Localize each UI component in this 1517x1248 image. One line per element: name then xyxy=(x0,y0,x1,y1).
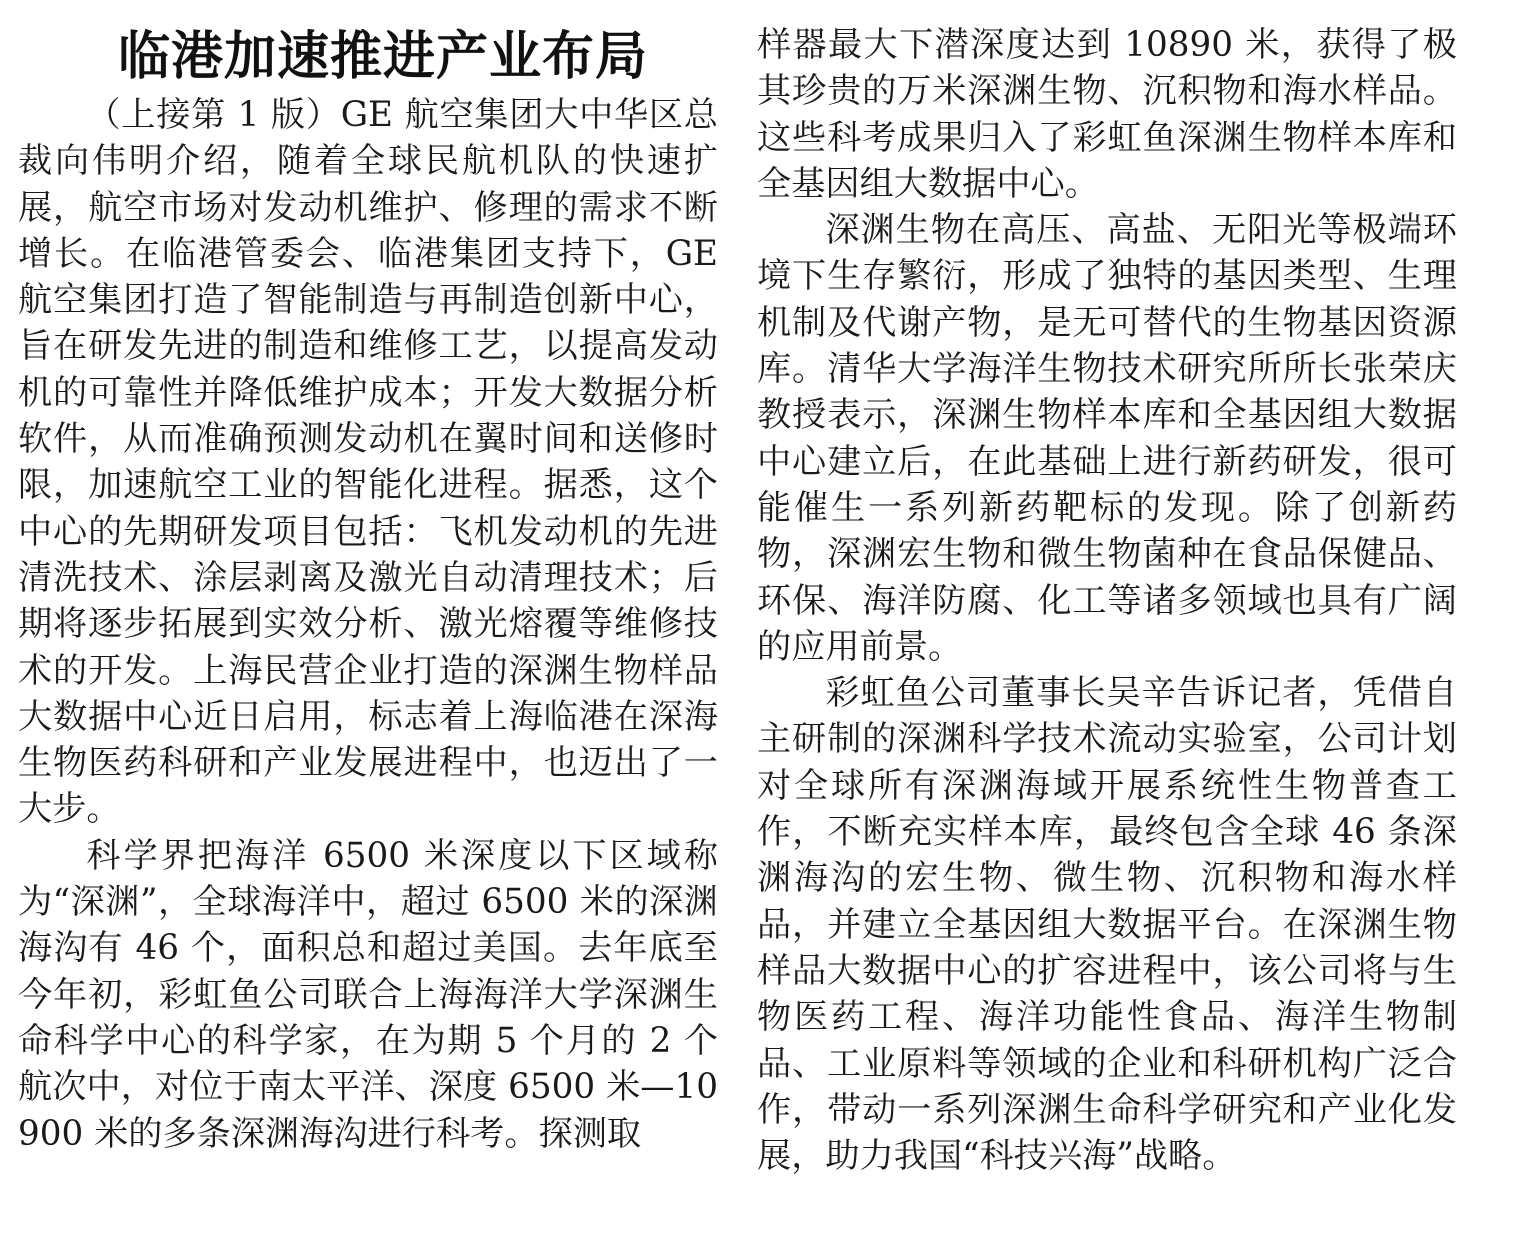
article-headline: 临港加速推进产业布局 xyxy=(118,27,649,87)
right-column xyxy=(757,22,1457,1179)
left-column xyxy=(18,22,718,1157)
paragraph-left-2: 科学界把海洋 6500 米深度以下区域称为“深渊”，全球海洋中，超过 6500 米的深渊海沟有 46 个，面积总和超过美国。去年底至今年初，彩虹鱼公司联合上海海洋大学深渊生命科学中心的科学家，在为期 5 个月的 2 个航次中，对位于南太平洋、深度 6500 米—10900 米的多条深渊海沟进行科考。探测取 xyxy=(18,835,718,1154)
paragraph-right-1: 样器最大下潜深度达到 10890 米，获得了极其珍贵的万米深渊生物、沉积物和海水样品。这些科考成果归入了彩虹鱼深渊生物样本库和全基因组大数据中心。 xyxy=(757,25,1457,204)
paragraph-left-1: （上接第 1 版）GE 航空集团大中华区总裁向伟明介绍，随着全球民航机队的快速扩展，航空市场对发动机维护、修理的需求不断增长。在临港管委会、临港集团支持下，GE 航空集团打造了智能制造与再制造创新中心，旨在研发先进的制造和维修工艺，以提高发动机的可靠性并降低维护成本；开发大数据分析软件，从而准确预测发动机在翼时间和送修时限，加速航空工业的智能化进程。据悉，这个中心的先期研发项目包括：飞机发动机的先进清洗技术、涂层剥离及激光自动清理技术；后期将逐步拓展到实效分析、激光熔覆等维修技术的开发。上海民营企业打造的深渊生物样品大数据中心近日启用，标志着上海临港在深海生物医药科研和产业发展进程中，也迈出了一大步。 xyxy=(18,95,718,830)
paragraph-right-2: 深渊生物在高压、高盐、无阳光等极端环境下生存繁衍，形成了独特的基因类型、生理机制及代谢产物，是无可替代的生物基因资源库。清华大学海洋生物技术研究所所长张荣庆教授表示，深渊生物样本库和全基因组大数据中心建立后，在此基础上进行新药研发，很可能催生一系列新药靶标的发现。除了创新药物，深渊宏生物和微生物菌种在食品保健品、环保、海洋防腐、化工等诸多领域也具有广阔的应用前景。 xyxy=(757,210,1457,667)
column-divider xyxy=(736,30,737,1170)
paragraph-right-3: 彩虹鱼公司董事长吴辛告诉记者，凭借自主研制的深渊科学技术流动实验室，公司计划对全球所有深渊海域开展系统性生物普查工作，不断充实样本库，最终包含全球 46 条深渊海沟的宏生物、微生物、沉积物和海水样品，并建立全基因组大数据平台。在深渊生物样品大数据中心的扩容进程中，该公司将与生物医药工程、海洋功能性食品、海洋生物制品、工业原料等领域的企业和科研机构广泛合作，带动一系列深渊生命科学研究和产业化发展，助力我国“科技兴海”战略。 xyxy=(757,673,1457,1177)
